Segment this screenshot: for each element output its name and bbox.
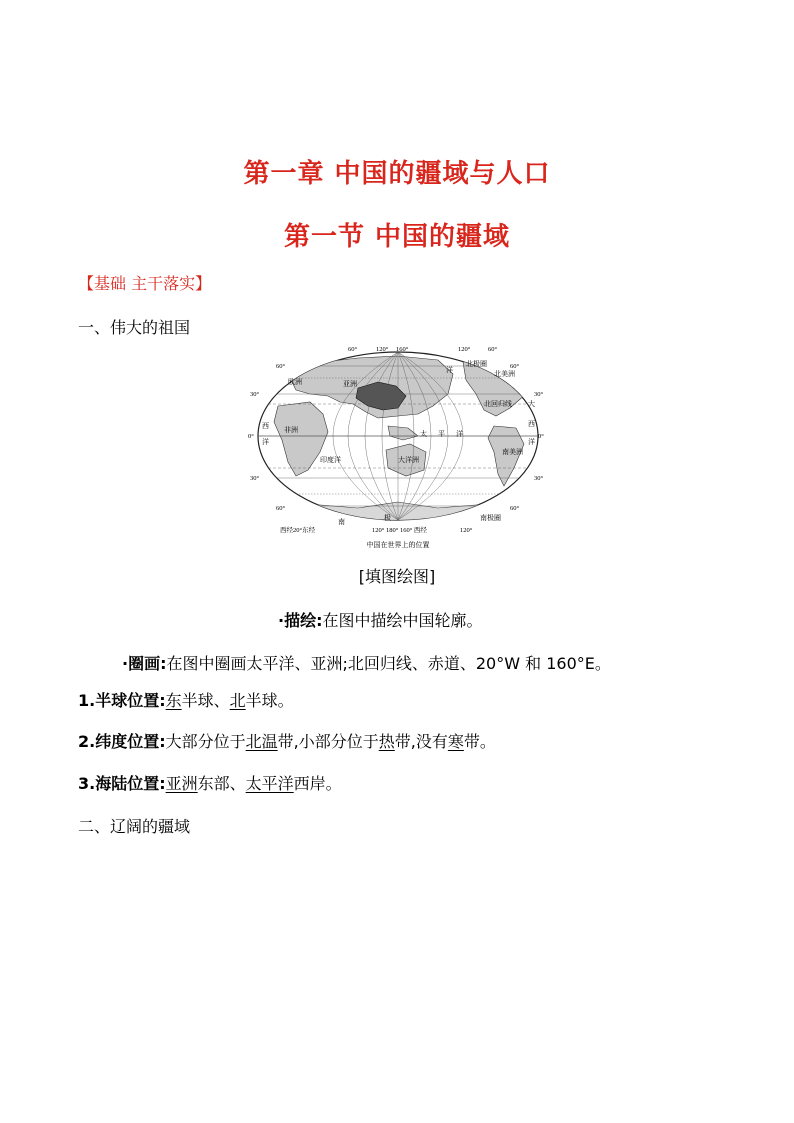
item3-blank-a: 亚洲 [165,774,198,793]
tick-right-60: 60° [510,363,520,370]
label-pacific-1: 太 [420,430,427,438]
map-caption: 中国在世界上的位置 [366,541,430,549]
world-map-figure [248,344,548,554]
item-sea-land [78,773,342,795]
item2-blank-d: 热 [378,732,395,751]
task-circle-label: ·圈画: [122,654,167,673]
label-atlantic-west-2: 洋 [262,438,269,446]
tick-top-120b: 120° [458,346,471,353]
label-atlantic-west-1: 西 [262,422,269,430]
heading-2: 二、辽阔的疆域 [78,817,191,836]
task-circle-text: 在图中圈画太平洋、亚洲;北回归线、赤道、20°W 和 160°E。 [166,654,611,673]
item1-blank-a: 东 [165,691,182,710]
task-circle [122,653,611,675]
section-title: 第一节 中国的疆域 [283,222,511,252]
item1-text-b: 半球、 [181,691,230,710]
label-antarctica-2: 极 [384,514,391,522]
label-atlantic-east-3: 洋 [528,438,535,446]
item1-label: 1.半球位置: [78,691,166,710]
item3-blank-c: 太平洋 [245,774,294,793]
item2-text-e: 带,没有 [394,732,448,751]
label-tropic-cancer: 北回归线 [484,400,512,408]
tick-left-30s: 30° [250,475,260,482]
tick-left-60s: 60° [276,505,286,512]
tick-top-60b: 60° [488,346,498,353]
heading-1: 一、伟大的祖国 [78,318,191,337]
label-arctic-circle: 北极圈 [466,360,487,368]
tick-bottom-left: 西经20°东经 [280,527,316,534]
item2-blank-f: 寒 [447,732,464,751]
tick-left-0: 0° [248,433,254,440]
label-atlantic-east-1: 大 [528,400,535,408]
world-map [248,344,548,554]
tick-right-0: 0° [538,433,544,440]
tick-bottom-mid: 120° 180° 160° 西经 [372,527,427,534]
item2-text-c: 带,小部分位于 [277,732,379,751]
task-draw-label: ·描绘: [278,611,323,630]
fill-title: [填图绘图] [358,567,436,586]
label-pacific-top: 洋 [446,366,453,374]
label-pacific-2: 平 [438,430,445,438]
chapter-title: 第一章 中国的疆域与人口 [243,159,551,189]
item3-text-b: 东部、 [197,774,246,793]
tick-top-120: 120° [376,346,389,353]
label-indian-ocean: 印度洋 [320,456,341,464]
task-draw-text: 在图中描绘中国轮廓。 [322,611,483,630]
item1-text-d: 半球。 [245,691,294,710]
tick-right-30: 30° [534,391,544,398]
item1-blank-c: 北 [229,691,246,710]
label-pacific-3: 洋 [456,430,463,438]
item-latitude [78,731,496,753]
label-asia: 亚洲 [343,380,357,388]
item3-label: 3.海陆位置: [78,774,166,793]
item2-label: 2.纬度位置: [78,732,166,751]
tick-top-60: 60° [348,346,358,353]
label-atlantic-east-2: 西 [528,420,535,428]
tick-top-160: 160° [396,346,409,353]
tick-left-30: 30° [250,391,260,398]
item2-text-a: 大部分位于 [165,732,246,751]
label-africa: 非洲 [284,426,298,434]
label-antarctica-1: 南 [338,518,345,526]
tick-left-60: 60° [276,363,286,370]
item2-text-g: 带。 [463,732,496,751]
task-draw [278,610,483,632]
tick-right-60s: 60° [510,505,520,512]
label-oceania: 大洋洲 [398,456,419,464]
section-tag: 【基础 主干落实】 [78,274,212,293]
label-antarctic-circle: 南极圈 [480,514,501,522]
item2-blank-b: 北温 [245,732,278,751]
label-south-america: 南美洲 [502,448,523,456]
label-north-america: 北美洲 [494,370,515,378]
item-hemisphere [78,690,294,712]
label-europe: 欧洲 [288,378,302,386]
tick-right-30s: 30° [534,475,544,482]
item3-text-d: 西岸。 [293,774,342,793]
tick-bottom-right: 120° [460,527,473,534]
